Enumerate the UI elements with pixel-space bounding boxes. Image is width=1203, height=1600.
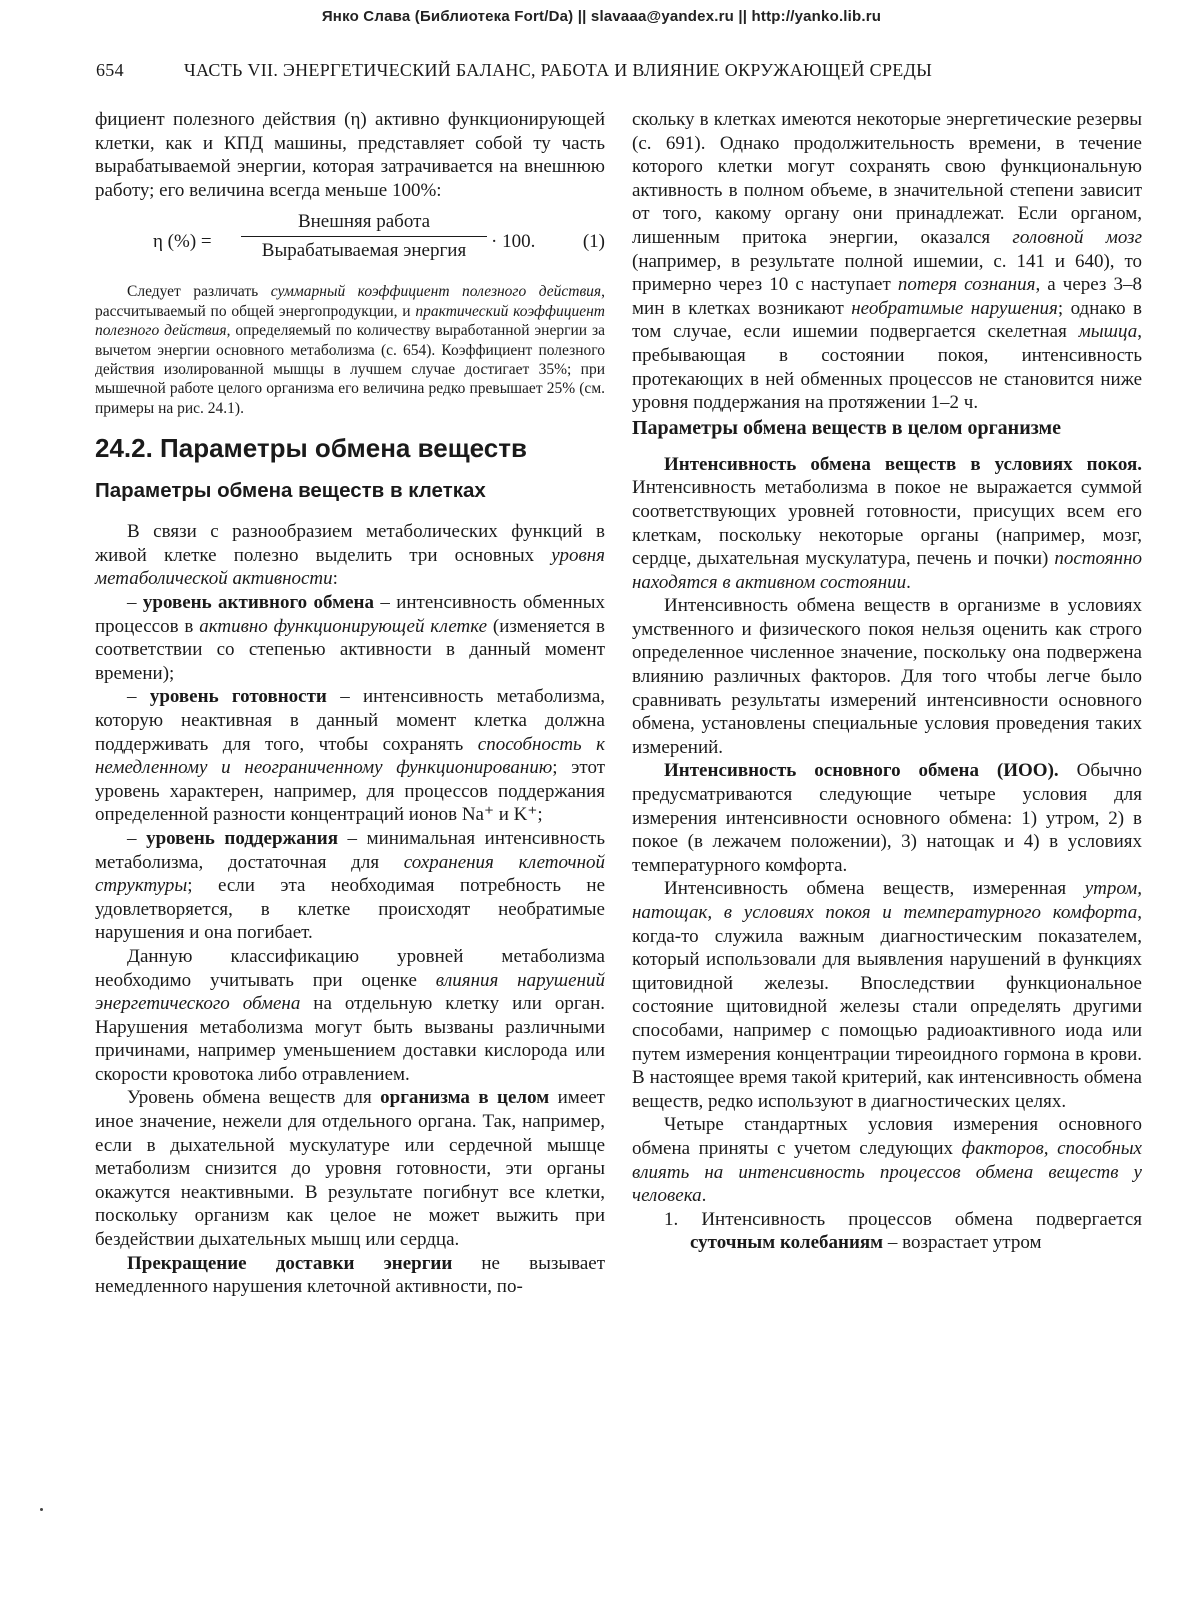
text: на отдельную клетку или орган. Нарушения метаболизма могут быть вызваны различными причинами, например уменьшением доставки кислорода или скорости кровотока либо отравлением.: [95, 993, 606, 1085]
numbered-item-1: [632, 1208, 1142, 1255]
text: – возрастает утром: [883, 1232, 1042, 1254]
dash: –: [127, 686, 150, 708]
bold-term: организма в целом: [380, 1087, 550, 1109]
italic-term: способность к немедленному и неограниченному функционированию: [95, 733, 606, 779]
bold-term: уровень активного обмена: [142, 592, 374, 613]
text: 1. Интенсивность процессов обмена подвергается: [664, 1208, 1142, 1230]
bold-term: Интенсивность основного обмена (ИОО).: [664, 760, 1059, 782]
italic-term: сохранения клеточной структуры: [95, 851, 605, 897]
text: , пребывающая в состоянии покоя, интенсивность протекающих в ней обменных процессов не становится ниже уровня поддержания на протяжении 1–2 ч.: [632, 321, 1142, 414]
text: , когда-то служила важным диагностическим показателем, который использовали для выявления нарушений в функциях щитовидной железы. Впоследствии функциональное состояние щитовидной железы стали определять другими способами, например с помощью радиоактивного иода или путем измерения концентрации тиреоидного гормона в крови. В настоящее время такой критерий, как интенсивность обмена веществ, редко используют в диагностических целях.: [632, 902, 1142, 1112]
text: ; если эта необходимая потребность не удовлетворяется, в клетке происходят необратимые нарушения и она погибает.: [95, 875, 605, 944]
right-column: [632, 108, 1142, 1255]
italic-term: утром, натощак, в условиях покоя и температурного комфорта: [632, 878, 1142, 923]
italic-term: потеря сознания: [897, 274, 1036, 296]
text: – минимальная интенсивность метаболизма, достаточная для: [95, 827, 606, 873]
italic-term: факторов, способных влиять на интенсивность процессов обмена веществ у человека: [632, 1137, 1142, 1207]
text: не вызывает немедленного нарушения клеточной активности, по-: [95, 1252, 605, 1298]
section-heading: 24.2. Параметры обмена веществ: [95, 433, 527, 464]
dash: –: [127, 592, 143, 613]
subsection-heading-organism: Параметры обмена веществ в целом организме: [632, 416, 1061, 439]
paragraph-classification: [95, 945, 605, 1087]
paragraph-measurement-conditions: Интенсивность обмена веществ в организме в условиях умственного и физического покоя нельзя оценить как строго определенное численное значение, поскольку она подвержена влиянию различных факторов. Для того чтобы легче было сравнивать результаты измерений интенсивности основного обмена, установлены специальные условия проведения таких измерений.: [632, 595, 1142, 758]
text: – интенсивность метаболизма, которую неактивная в данный момент клетка должна поддерживать для того, чтобы сохранять: [95, 686, 605, 755]
running-title: ЧАСТЬ VII. ЭНЕРГЕТИЧЕСКИЙ БАЛАНС, РАБОТА И ВЛИЯНИЕ ОКРУЖАЮЩЕЙ СРЕДЫ: [184, 60, 933, 80]
formula-fraction: [241, 210, 487, 262]
scan-speck: [40, 1508, 43, 1511]
efficiency-formula: [95, 210, 605, 272]
text: , определяемый по количеству выработанной энергии за вычетом энергии основного метаболизма (с. 654). Коэффициент полезного действия изолированной мышцы в лучшем случае достигает 35%; при мышечной работе целого организма его величина редко превышает 25% (см. примеры на рис. 24.1).: [95, 322, 605, 417]
text: Интенсивность обмена веществ, измеренная: [664, 878, 1085, 900]
italic-term: уровня метаболической активности: [95, 544, 605, 590]
paragraph-energy-cutoff: [95, 1252, 605, 1299]
bold-term: суточным колебаниям: [690, 1232, 884, 1254]
bold-term: уровень готовности: [149, 686, 327, 708]
text: Четыре стандартных условия измерения основного обмена приняты с учетом следующих: [632, 1114, 1142, 1159]
paragraph-energy-reserves: [632, 108, 1142, 415]
page-number: 654: [96, 60, 124, 80]
paragraph-diagnostics: [632, 877, 1142, 1113]
text: (изменяется в соответствии со степенью активности в данный момент времени);: [95, 615, 605, 684]
text: .: [906, 571, 911, 593]
paragraph-metabolic-levels: [95, 520, 605, 591]
italic-term: постоянно находятся в активном состоянии: [632, 548, 1142, 593]
paragraph-rest-metabolism: [632, 453, 1142, 595]
formula-rhs: · 100.: [491, 231, 536, 253]
text: Следует различать: [127, 283, 271, 301]
bold-term: Прекращение доставки энергии: [127, 1252, 453, 1274]
paragraph-standard-conditions: [632, 1113, 1142, 1207]
paragraph-basal-metabolism: [632, 759, 1142, 877]
text: В связи с разнообразием метаболических функций в живой клетке полезно выделить три основных: [95, 521, 605, 566]
text: , рассчитываемый по общей энергопродукции, и: [95, 283, 606, 320]
list-item-active-level: [95, 591, 605, 685]
text: , а через 3–8 мин в клетках возникают: [632, 274, 1143, 319]
italic-term: головной мозг: [1012, 226, 1142, 248]
dash: –: [127, 827, 147, 849]
italic-term: влияния нарушений энергетического обмена: [95, 969, 605, 1015]
list-item-readiness-level: [95, 685, 605, 827]
subsection-heading-cells: Параметры обмена веществ в клетках: [95, 479, 486, 503]
small-print-note: [95, 282, 605, 418]
list-item-maintenance-level: [95, 827, 605, 945]
italic-term: практический коэффициент полезного действия: [95, 302, 605, 340]
formula-denominator: Вырабатываемая энергия: [261, 239, 467, 261]
text: :: [332, 568, 338, 590]
left-column: [95, 108, 605, 1299]
text: Интенсивность метаболизма в покое не выражается суммой соответствующих уровней готовности, присущих всем его клеткам, поскольку некоторые органы (например, мозг, сердце, дыхательная мускулатура, печень и почки): [632, 477, 1142, 570]
text: Уровень обмена веществ для: [127, 1087, 381, 1109]
italic-term: необратимые нарушения: [851, 297, 1058, 319]
paragraph-organism-level: [95, 1086, 605, 1251]
text: имеет иное значение, нежели для отдельного органа. Так, например, если в дыхательной мускулатуре или сердечной мышце метаболизм снизится до уровня готовности, эти органы окажутся неактивными. В результате погибнут все клетки, поскольку организм как целое не может выжить при бездействии дыхательных мышц или сердца.: [95, 1087, 605, 1251]
text: скольку в клетках имеются некоторые энергетические резервы (с. 691). Однако продолжительность времени, в течение которого клетки могут сохранять свою функциональную активность в полном объеме, в значительной степени зависит от того, какому органу они принадлежат. Если органом, лишенным притока энергии, оказался: [632, 109, 1142, 248]
italic-term: мышца: [1078, 321, 1138, 343]
bold-term: уровень поддержания: [146, 827, 338, 849]
text: ; этот уровень характерен, например, для процессов поддержания определенной разности концентраций ионов Na⁺ и K⁺;: [95, 757, 605, 826]
text: Обычно предусматриваются следующие четыре условия для измерения интенсивности основного обмена: 1) утром, 2) в покое (в лежачем положении), 3) натощак и 4) в условиях температурного комфорта.: [632, 760, 1142, 876]
text: .: [701, 1185, 707, 1207]
formula-lhs: η (%) =: [153, 231, 212, 253]
text: Данную классификацию уровней метаболизма необходимо учитывать при оценке: [95, 945, 605, 991]
bold-term: Интенсивность обмена веществ в условиях покоя.: [664, 453, 1142, 475]
text: (например, в результате полной ишемии, с. 141 и 640), то примерно через 10 с наступает: [632, 250, 1142, 296]
watermark-banner: Янко Слава (Библиотека Fort/Da) || slavaaa@yandex.ru || http://yanko.lib.ru: [321, 8, 882, 25]
italic-term: активно функционирующей клетке: [199, 615, 488, 637]
text: – интенсивность обменных процессов в: [95, 592, 605, 637]
paragraph-efficiency: фициент полезного действия (η) активно функционирующей клетки, как и КПД машины, представляет собой ту часть вырабатываемой энергии, которая затрачивается на внешнюю работу; его величина всегда меньше 100%:: [95, 109, 605, 201]
formula-numerator: Внешняя работа: [241, 210, 487, 237]
text: ; однако в том случае, если ишемии подвергается скелетная: [632, 297, 1143, 343]
italic-term: суммарный коэффициент полезного действия: [270, 283, 602, 301]
formula-number: (1): [582, 231, 605, 253]
